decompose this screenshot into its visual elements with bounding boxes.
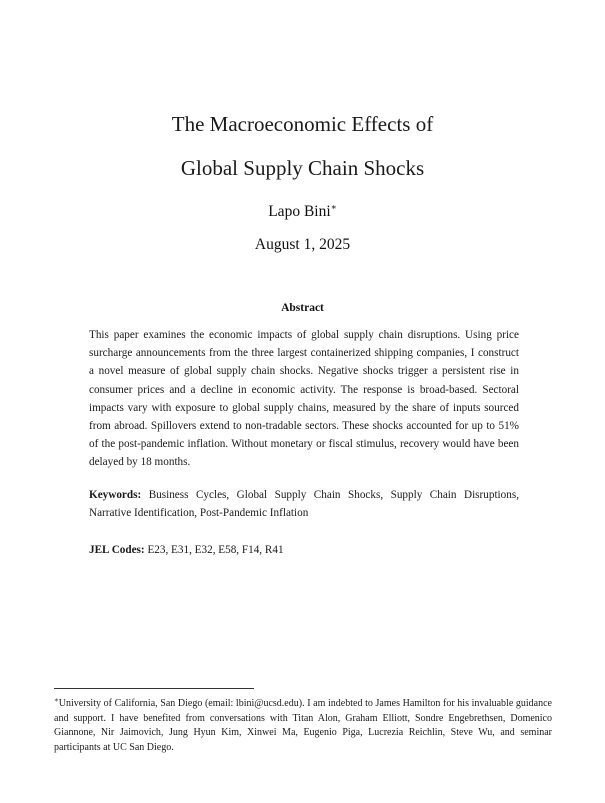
footnote-mark: ∗: [54, 696, 59, 704]
footnote-text: University of California, San Diego (email: lbini@ucsd.edu). I am indebted to James Hamilton for his invaluable guidance and support. I have benefited from conversations with Titan Alon, Graham Elliott, Sondre Engebrethsen, Domenico Giannone, Nir Jaimovich, Jung Hyun Kim, Xinwei Ma, Eugenio Piga, Lucrezia Reichlin, Steve Wu, and seminar participants at UC San Diego.: [54, 698, 552, 753]
author-footnote-mark: ∗: [330, 202, 337, 212]
footnote: [54, 693, 552, 755]
keywords-paragraph: [89, 486, 519, 522]
keywords-label: Keywords:: [89, 489, 142, 501]
paper-title-line-2: Global Supply Chain Shocks: [180, 156, 425, 180]
abstract-text: This paper examines the economic impacts of global supply chain disruptions. Using price surcharge announcements from the three largest containerized shipping companies, I construct a novel measure of global supply chain shocks. Negative shocks trigger a persistent rise in consumer prices and a decline in economic activity. The response is broad-based. Sectoral impacts vary with exposure to global supply chains, measured by the share of inputs sourced from abroad. Spillovers extend to non-tradable sectors. These shocks accounted for up to 51% of the post-pandemic inflation. Without monetary or fiscal stimulus, recovery would have been delayed by 18 months.: [89, 329, 519, 469]
author-name: Lapo Bini: [268, 203, 331, 220]
abstract-heading: Abstract: [281, 302, 324, 314]
author-line: [0, 202, 605, 221]
jel-codes-label: JEL Codes:: [89, 544, 145, 556]
footnote-divider: [54, 688, 254, 689]
jel-codes-paragraph: [89, 541, 519, 559]
keywords-text: Business Cycles, Global Supply Chain Shocks, Supply Chain Disruptions, Narrative Identification, Post-Pandemic Inflation: [89, 489, 519, 520]
jel-codes-text: E23, E31, E32, E58, F14, R41: [147, 544, 284, 556]
publication-date: August 1, 2025: [254, 236, 351, 253]
paper-title-line-1: The Macroeconomic Effects of: [171, 112, 434, 136]
